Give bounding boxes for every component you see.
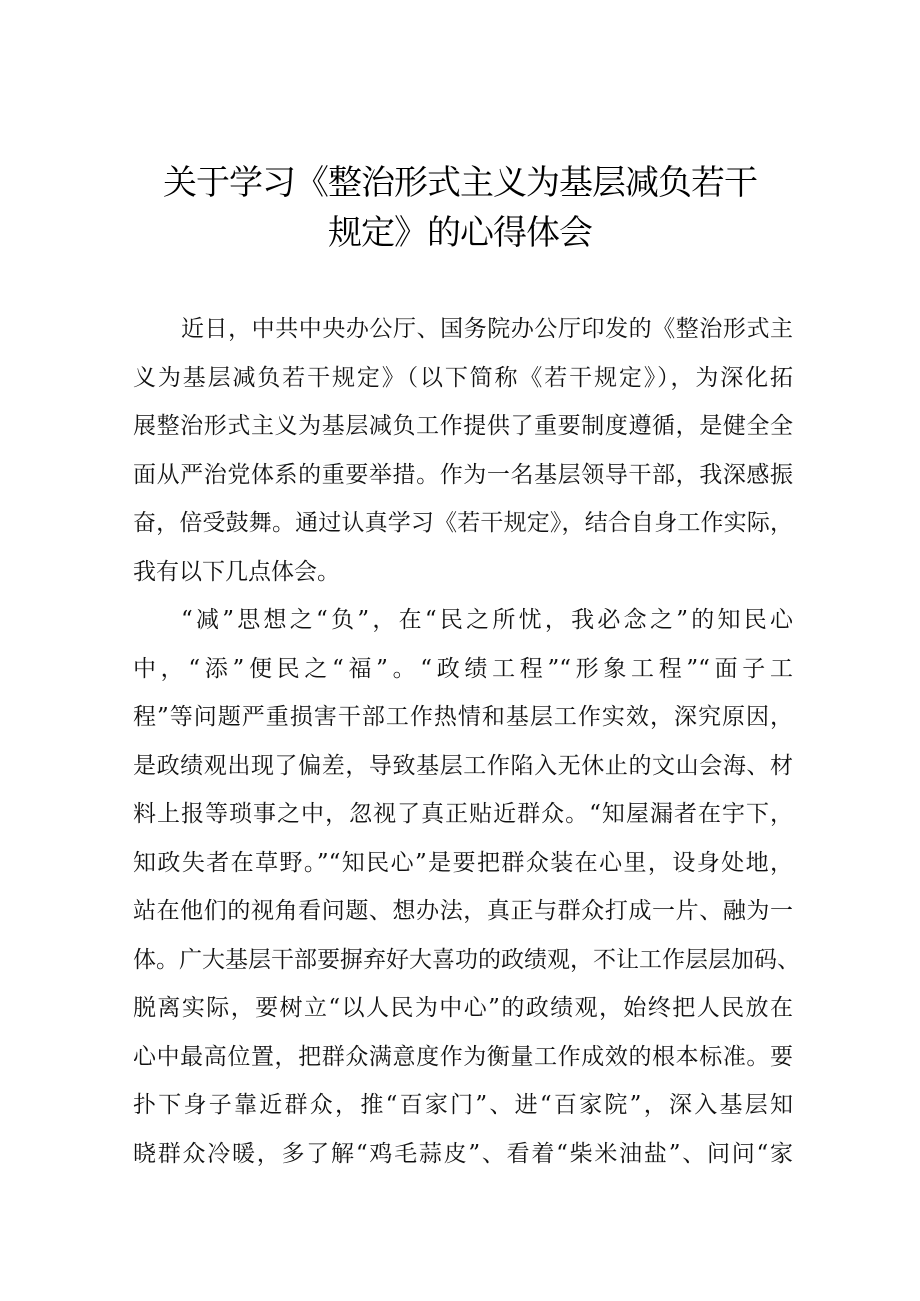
document-body [133,305,800,1178]
paragraph-line: 是政绩观出现了偏差，导致基层工作陷入无休止的文山会海、材 [133,752,793,779]
paragraph-line: 知政失者在草野。”“知民心”是要把群众装在心里，设身处地， [133,849,793,876]
title-line-1: 关于学习《整治形式主义为基层减负若干 [163,163,757,203]
paragraph-line: 程”等问题严重损害干部工作热情和基层工作实效，深究原因， [133,704,793,730]
paragraph-line: 料上报等琐事之中，忽视了真正贴近群众。“知屋漏者在宇下， [133,801,793,827]
document-title [100,158,820,258]
paragraph-line: 展整治形式主义为基层减负工作提供了重要制度遵循，是健全全 [133,413,793,439]
paragraph-line: 中，“添”便民之“福”。“政绩工程”“形象工程”“面子工 [133,655,793,682]
paragraph-2 [133,596,800,1178]
paragraph-line: “减”思想之“负”，在“民之所忧，我必念之”的知民心 [181,607,793,633]
paragraph-1 [133,305,793,596]
paragraph-line: 近日，中共中央办公厅、国务院办公厅印发的《整治形式主 [181,316,793,342]
title-line-2: 规定》的心得体会 [328,213,592,253]
paragraph-line: 站在他们的视角看问题、想办法，真正与群众打成一片、融为一 [133,898,793,924]
paragraph-line: 扑下身子靠近群众，推“百家门”、进“百家院”，深入基层知 [133,1092,793,1118]
paragraph-line: 晓群众冷暖，多了解“鸡毛蒜皮”、看着“柴米油盐”、问问“家 [133,1140,793,1167]
paragraph-line: 面从严治党体系的重要举措。作为一名基层领导干部，我深感振 [133,461,793,488]
paragraph-line: 我有以下几点体会。 [133,558,340,585]
paragraph-line: 体。广大基层干部要摒弃好大喜功的政绩观，不让工作层层加码、 [133,946,800,973]
paragraph-line: 义为基层减负若干规定》（以下简称《若干规定》），为深化拓 [133,364,793,391]
paragraph-line: 奋，倍受鼓舞。通过认真学习《若干规定》，结合自身工作实际， [133,510,793,536]
paragraph-line: 脱离实际，要树立“以人民为中心”的政绩观，始终把人民放在 [133,995,793,1021]
paragraph-line: 心中最高位置，把群众满意度作为衡量工作成效的根本标准。要 [133,1043,793,1070]
